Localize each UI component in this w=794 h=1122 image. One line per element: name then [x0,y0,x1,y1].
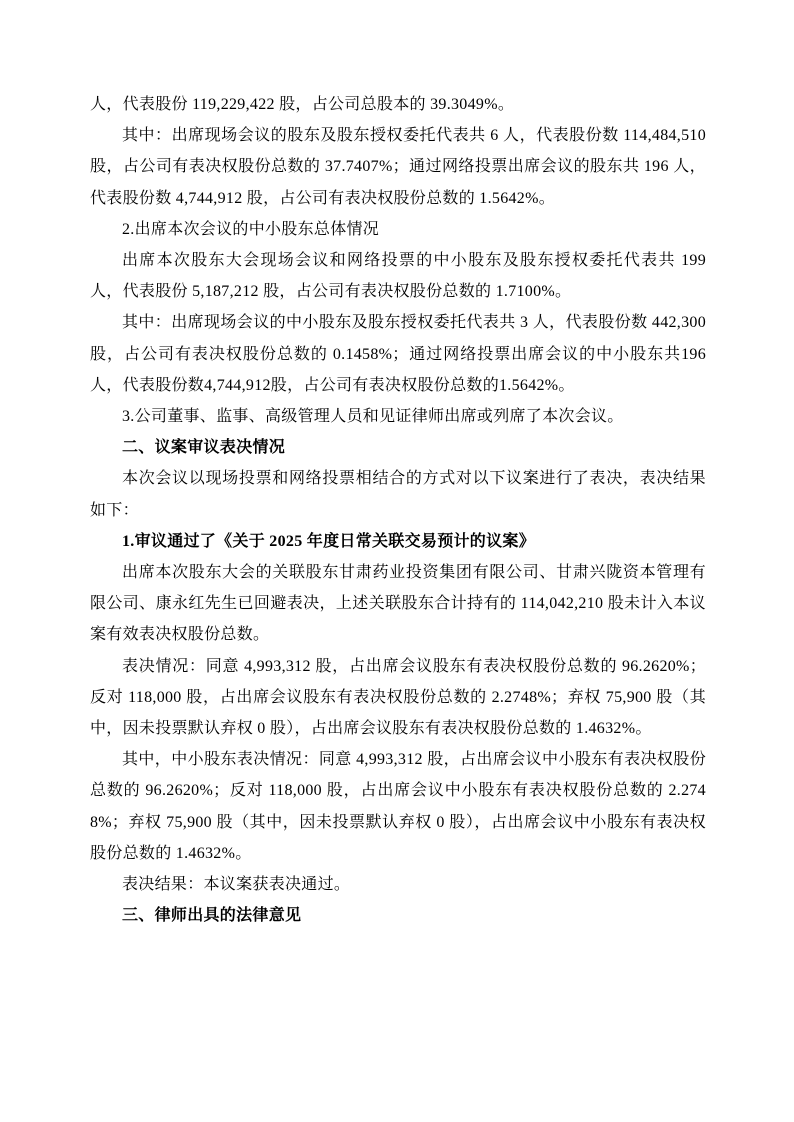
paragraph-related-shareholders-abstain: 出席本次股东大会的关联股东甘肃药业投资集团有限公司、甘肃兴陇资本管理有限公司、康永红先生已回避表决，上述关联股东合计持有的 114,042,210 股未计入本议案有效表决权股份总数。 [90,564,706,644]
paragraph-minority-voting-detail: 其中，中小股东表决情况：同意 4,993,312 股，占出席会议中小股东有表决权股份总数的 96.2620%；反对 118,000 股，占出席会议中小股东有表决权股份总数的 2.2748%；弃权 75,900 股（其中，因未投票默认弃权 0 股），占出席会议中小股东有表决权股份总数的 1.4632%。 [90,751,706,862]
document-body [90,89,706,931]
subsection-heading-minority-overview: 2.出席本次会议的中小股东总体情况 [122,220,380,238]
section-heading-legal-opinion: 三、律师出具的法律意见 [122,907,302,925]
paragraph-attendance-breakdown: 其中：出席现场会议的股东及股东授权委托代表共 6 人，代表股份数 114,484,510 股，占公司有表决权股份总数的 37.7407%；通过网络投票出席会议的股东共 196 人，代表股份数 4,744,912 股，占公司有表决权股份总数的 1.5642%。 [90,127,706,207]
paragraph-voting-conclusion: 表决结果：本议案获表决通过。 [122,876,351,894]
paragraph-minority-attendance: 出席本次股东大会现场会议和网络投票的中小股东及股东授权委托代表共 199 人，代表股份 5,187,212 股，占公司有表决权股份总数的 1.7100%。 [90,252,706,301]
proposal-heading-1: 1.审议通过了《关于 2025 年度日常关联交易预计的议案》 [122,532,536,550]
paragraph-minority-breakdown: 其中：出席现场会议的中小股东及股东授权委托代表共 3 人，代表股份数 442,300 股，占公司有表决权股份总数的 0.1458%；通过网络投票出席会议的中小股东共196人，代表股份数4,744,912股，占公司有表决权股份总数的1.5642%。 [90,314,706,394]
paragraph-voting-method: 本次会议以现场投票和网络投票相结合的方式对以下议案进行了表决，表决结果如下： [90,470,706,519]
paragraph-attendance-total-continuation: 人，代表股份 119,229,422 股，占公司总股本的 39.3049%。 [90,96,515,113]
paragraph-attendees-note: 3.公司董事、监事、高级管理人员和见证律师出席或列席了本次会议。 [122,408,624,426]
section-heading-voting: 二、议案审议表决情况 [122,439,286,457]
paragraph-voting-result-detail: 表决情况：同意 4,993,312 股，占出席会议股东有表决权股份总数的 96.2620%；反对 118,000 股，占出席会议股东有表决权股份总数的 2.2748%；弃权 75,900 股（其中，因未投票默认弃权 0 股），占出席会议股东有表决权股份总数的 1.4632%。 [90,657,706,738]
